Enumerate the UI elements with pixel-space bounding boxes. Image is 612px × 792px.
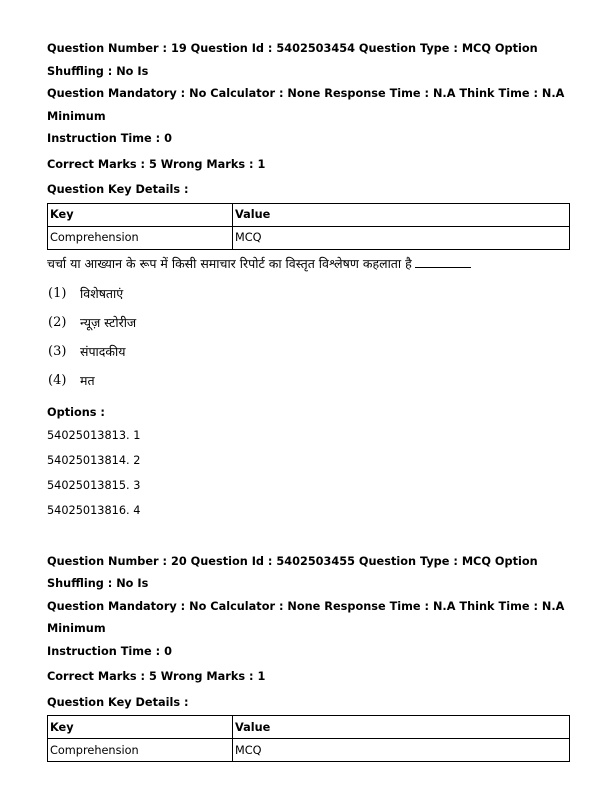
choice-number: (2) bbox=[48, 314, 67, 330]
choice-item bbox=[47, 279, 570, 308]
question-20 bbox=[47, 551, 570, 763]
meta-line-3: Instruction Time : 0 bbox=[47, 644, 172, 658]
choice-item bbox=[47, 366, 570, 395]
question-meta bbox=[47, 551, 570, 715]
option-line: 54025013814. 2 bbox=[47, 453, 141, 467]
key-value-table bbox=[47, 203, 570, 250]
choice-text: मत bbox=[80, 372, 95, 388]
key-details-label: Question Key Details : bbox=[47, 695, 189, 709]
table-header-row bbox=[48, 716, 570, 739]
choice-item bbox=[47, 337, 570, 366]
table-row bbox=[48, 739, 570, 762]
options-list bbox=[47, 423, 570, 523]
question-meta bbox=[47, 38, 570, 202]
choice-item bbox=[47, 308, 570, 337]
table-header-key: Key bbox=[48, 716, 233, 739]
choice-number: (3) bbox=[48, 343, 67, 359]
option-line: 54025013816. 4 bbox=[47, 503, 141, 517]
meta-line-1: Question Number : 20 Question Id : 5402503455 Question Type : MCQ Option Shuffling : No Is bbox=[47, 554, 538, 590]
question-stem bbox=[47, 255, 570, 273]
key-details-label: Question Key Details : bbox=[47, 183, 189, 196]
answer-blank bbox=[415, 267, 471, 268]
choice-text: विशेषताएं bbox=[80, 285, 124, 301]
table-header-key: Key bbox=[48, 203, 233, 226]
table-row bbox=[48, 226, 570, 249]
choice-list bbox=[47, 279, 570, 395]
question-19 bbox=[47, 38, 570, 523]
table-header-value: Value bbox=[233, 716, 570, 739]
meta-line-2: Question Mandatory : No Calculator : None Response Time : N.A Think Time : N.A Minimum bbox=[47, 87, 565, 123]
option-line: 54025013813. 1 bbox=[47, 428, 141, 442]
table-cell-value: MCQ bbox=[233, 226, 570, 249]
key-value-table bbox=[47, 715, 570, 762]
table-cell-value: MCQ bbox=[233, 739, 570, 762]
choice-number: (4) bbox=[48, 372, 67, 388]
choice-number: (1) bbox=[48, 285, 67, 301]
question-stem-text: चर्चा या आख्यान के रूप में किसी समाचार रिपोर्ट का विस्तृत विश्लेषण कहलाता है bbox=[47, 255, 412, 271]
options-label: Options : bbox=[47, 405, 105, 419]
marks-line: Correct Marks : 5 Wrong Marks : 1 bbox=[47, 157, 266, 171]
table-cell-key: Comprehension bbox=[48, 739, 233, 762]
table-cell-key: Comprehension bbox=[48, 226, 233, 249]
meta-line-2: Question Mandatory : No Calculator : None Response Time : N.A Think Time : N.A Minimum bbox=[47, 599, 565, 635]
meta-line-1: Question Number : 19 Question Id : 5402503454 Question Type : MCQ Option Shuffling : No Is bbox=[47, 42, 538, 78]
table-header-value: Value bbox=[233, 203, 570, 226]
table-header-row bbox=[48, 203, 570, 226]
marks-line: Correct Marks : 5 Wrong Marks : 1 bbox=[47, 670, 266, 683]
document-page bbox=[47, 38, 570, 762]
meta-line-3: Instruction Time : 0 bbox=[47, 132, 172, 145]
choice-text: न्यूज़ स्टोरीज bbox=[80, 314, 137, 330]
choice-text: संपादकीय bbox=[80, 343, 126, 359]
option-line: 54025013815. 3 bbox=[47, 478, 141, 492]
